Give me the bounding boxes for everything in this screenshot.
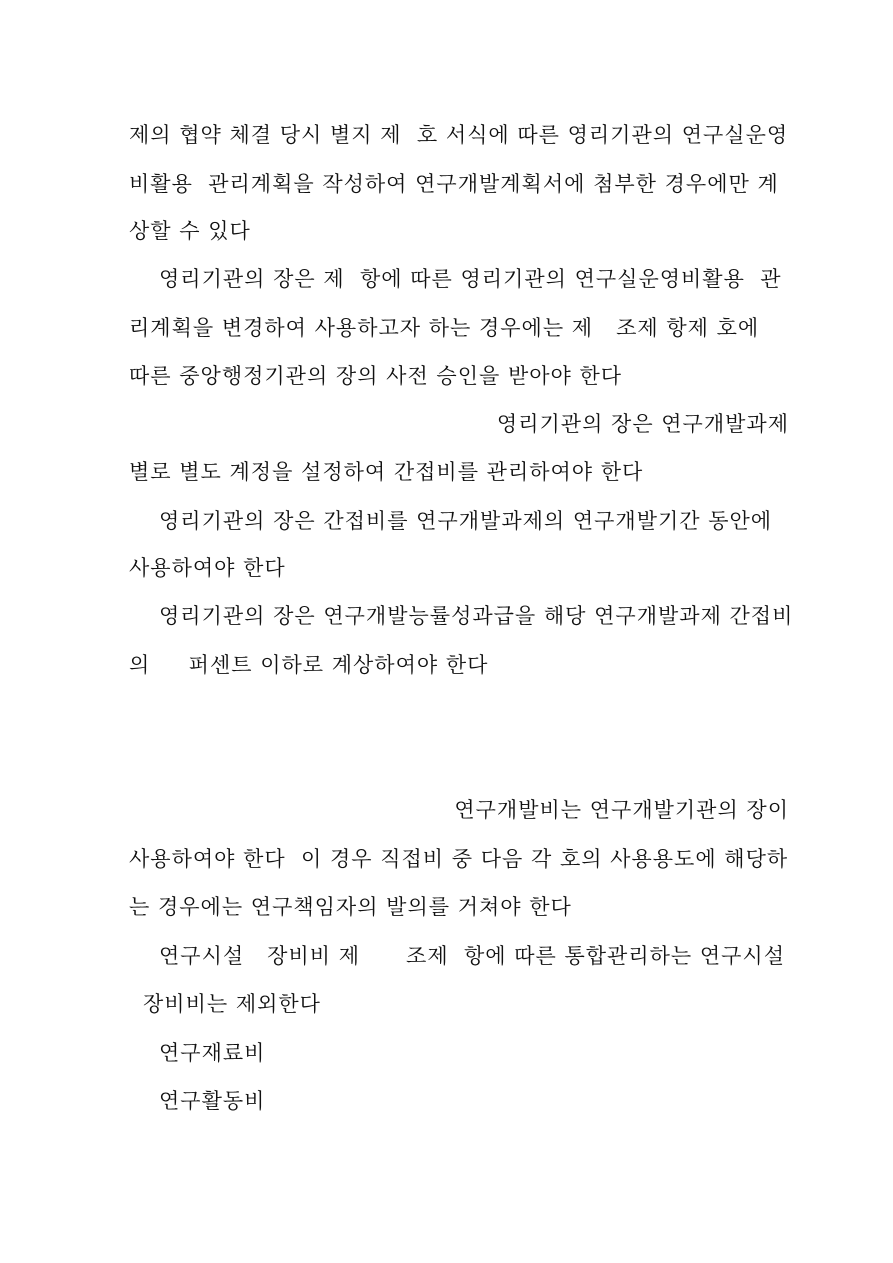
text-line-13: 연구개발비는 연구개발기관의 장이 (454, 798, 789, 822)
text-line-12: 의 퍼센트 이하로 계상하여야 한다 (129, 653, 489, 677)
text-line-10: 사용하여야 한다 (129, 556, 286, 580)
text-line-9: 영리기관의 장은 간접비를 연구개발과제의 연구개발기간 동안에 (159, 509, 773, 533)
text-line-19: 연구활동비 (159, 1089, 266, 1113)
text-line-5: 리계획을 변경하여 사용하고자 하는 경우에는 제 조제 항제 호에 (129, 316, 760, 340)
text-line-17: 장비비는 제외한다 (143, 992, 321, 1016)
text-line-4: 영리기관의 장은 제 항에 따른 영리기관의 연구실운영비활용 관 (159, 267, 782, 291)
text-line-18: 연구재료비 (159, 1041, 266, 1065)
text-line-6: 따른 중앙행정기관의 장의 사전 승인을 받아야 한다 (129, 364, 623, 388)
text-line-8: 별로 별도 계정을 설정하여 간접비를 관리하여야 한다 (129, 460, 644, 484)
text-line-14: 사용하여야 한다 이 경우 직접비 중 다음 각 호의 사용용도에 해당하 (129, 847, 789, 871)
text-line-1: 제의 협약 체결 당시 별지 제 호 서식에 따른 영리기관의 연구실운영 (129, 123, 789, 147)
text-line-16: 연구시설 장비비 제 조제 항에 따른 통합관리하는 연구시설 (159, 944, 785, 968)
text-line-11: 영리기관의 장은 연구개발능률성과급을 해당 연구개발과제 간접비 (159, 604, 794, 628)
text-line-2: 비활용 관리계획을 작성하여 연구개발계획서에 첨부한 경우에만 계 (129, 172, 779, 196)
text-line-15: 는 경우에는 연구책임자의 발의를 거쳐야 한다 (129, 895, 572, 919)
text-line-7: 영리기관의 장은 연구개발과제 (496, 412, 789, 436)
text-line-3: 상할 수 있다 (129, 219, 251, 243)
